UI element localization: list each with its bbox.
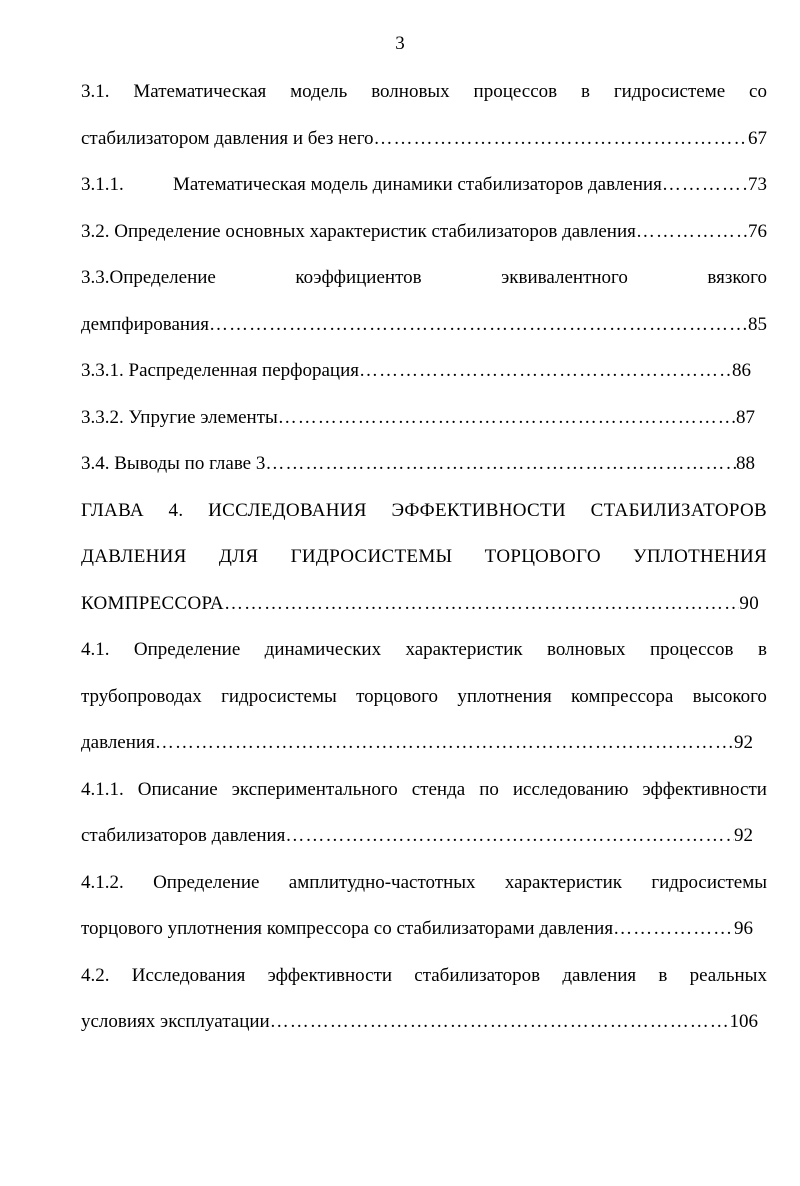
toc-line [81, 255, 767, 302]
word: 4. [168, 499, 184, 521]
word: ГЛАВА [81, 499, 144, 521]
toc-line [81, 209, 767, 256]
word: со [749, 81, 767, 102]
word: Описание [137, 778, 218, 800]
dot-leader [278, 395, 736, 442]
entry-text: 3.3.2. Упругие элементы [81, 406, 278, 428]
word: эквивалентного [501, 267, 628, 288]
word: трубопроводах [81, 685, 202, 707]
word: высокого [692, 685, 767, 707]
page-ref: 96 [734, 918, 753, 939]
table-of-contents [81, 69, 767, 1046]
page-ref: 92 [734, 825, 753, 846]
word: СТАБИЛИЗАТОРОВ [590, 499, 767, 521]
word: ДАВЛЕНИЯ [81, 546, 187, 567]
word: в [581, 81, 590, 102]
word: эффективности [267, 964, 393, 986]
word: стабилизаторов [414, 964, 541, 986]
word: Определение [153, 871, 260, 893]
page-ref: 90 [739, 592, 759, 614]
toc-line [81, 302, 767, 349]
word: 3.1. [81, 81, 110, 102]
toc-entry-3-1 [81, 69, 767, 162]
dot-leader [613, 906, 734, 953]
dot-leader [270, 999, 730, 1046]
toc-line [81, 674, 767, 721]
toc-entry-3-3-2 [81, 395, 767, 442]
toc-line [81, 488, 767, 535]
page-ref: 87 [736, 406, 755, 428]
page-ref: 85 [748, 313, 767, 335]
word: волновых [547, 639, 626, 660]
dot-leader [224, 581, 739, 628]
word: 4.1. [81, 639, 110, 660]
word: эффективности [642, 778, 767, 800]
page-ref: 106 [729, 1011, 758, 1032]
word: экспериментального [231, 778, 398, 800]
word: характеристик [405, 639, 523, 660]
word: процессов [649, 639, 734, 660]
page-ref: 76 [748, 220, 767, 242]
toc-line [81, 906, 753, 953]
entry-text: 3.4. Выводы по главе 3 [81, 453, 266, 474]
word: ЭФФЕКТИВНОСТИ [391, 499, 566, 521]
word: торцового [356, 685, 438, 707]
toc-line [81, 813, 753, 860]
word: 4.1.2. [81, 871, 124, 893]
toc-line [81, 441, 755, 488]
page-ref: 86 [732, 360, 751, 381]
dot-leader [662, 162, 748, 209]
word: гидросистемы [221, 685, 337, 707]
entry-number: 3.1.1. [81, 174, 124, 195]
toc-line [81, 116, 767, 163]
word: в [658, 964, 668, 986]
toc-entry-4-1 [81, 627, 767, 767]
page-ref: 73 [748, 174, 767, 195]
toc-line [81, 953, 767, 1000]
word: модель [290, 81, 348, 102]
word: вязкого [707, 267, 767, 288]
toc-entry-3-1-1 [81, 162, 767, 209]
word: по [479, 778, 499, 800]
entry-text: 3.3.1. Распределенная перфорация [81, 360, 359, 381]
page-ref: 88 [736, 453, 755, 474]
entry-text: стабилизаторов давления [81, 825, 286, 846]
word: коэффициентов [295, 267, 422, 288]
toc-entry-3-3-1 [81, 348, 767, 395]
toc-entry-4-2 [81, 953, 767, 1046]
toc-line [81, 627, 767, 674]
entry-text: демпфирования [81, 313, 209, 335]
toc-line [81, 395, 755, 442]
dot-leader [209, 302, 748, 349]
word: давления [562, 964, 637, 986]
word: Определение [133, 639, 241, 660]
toc-entry-3-4 [81, 441, 767, 488]
toc-entry-4-1-2 [81, 860, 767, 953]
word: стенда [411, 778, 466, 800]
toc-entry-3-3 [81, 255, 767, 348]
entry-text: КОМПРЕССОРА [81, 592, 224, 614]
toc-line [81, 860, 767, 907]
word: гидросистемы [651, 871, 767, 893]
word: 3.3.Определение [81, 267, 216, 288]
word: характеристик [504, 871, 622, 893]
toc-line [81, 999, 758, 1046]
entry-text: давления [81, 732, 155, 753]
entry-text: условиях эксплуатации [81, 1011, 270, 1032]
word: ГИДРОСИСТЕМЫ [290, 546, 453, 567]
toc-line [81, 348, 751, 395]
word: гидросистеме [613, 81, 726, 102]
toc-line [81, 720, 753, 767]
entry-text: торцового уплотнения компрессора со стабилизаторами давления [81, 918, 614, 939]
page-ref: 67 [748, 127, 767, 149]
toc-entry-3-2 [81, 209, 767, 256]
dot-leader [359, 348, 732, 395]
toc-line [81, 69, 767, 116]
dot-leader [374, 116, 748, 163]
word: процессов [473, 81, 558, 102]
word: волновых [371, 81, 450, 102]
toc-entry-chapter-4 [81, 488, 767, 628]
word: 4.1.1. [81, 778, 124, 800]
dot-leader [155, 720, 734, 767]
toc-entry-4-1-1 [81, 767, 767, 860]
word: в [757, 639, 767, 660]
word: ИССЛЕДОВАНИЯ [208, 499, 367, 521]
word: Математическая [133, 81, 267, 102]
toc-line [81, 581, 759, 628]
word: УПЛОТНЕНИЯ [633, 546, 767, 567]
word: амплитудно-частотных [288, 871, 476, 893]
word: динамических [264, 639, 382, 660]
dot-leader [265, 441, 736, 488]
word: исследованию [512, 778, 629, 800]
entry-text: 3.2. Определение основных характеристик стабилизаторов давления [81, 220, 636, 242]
word: уплотнения [457, 685, 552, 707]
word: реальных [689, 964, 767, 986]
toc-line [81, 534, 767, 581]
word: Исследования [131, 964, 246, 986]
word: ДЛЯ [218, 546, 259, 567]
entry-text: Математическая модель динамики стабилизаторов давления [173, 174, 662, 195]
page-number: 3 [395, 33, 405, 54]
dot-leader [285, 813, 734, 860]
word: компрессора [571, 685, 674, 707]
word: ТОРЦОВОГО [484, 546, 601, 567]
toc-line [81, 162, 767, 209]
toc-line [81, 767, 767, 814]
page-ref: 92 [734, 732, 753, 753]
entry-text: стабилизатором давления и без него [81, 127, 374, 149]
dot-leader [636, 209, 748, 256]
word: 4.2. [81, 964, 110, 986]
